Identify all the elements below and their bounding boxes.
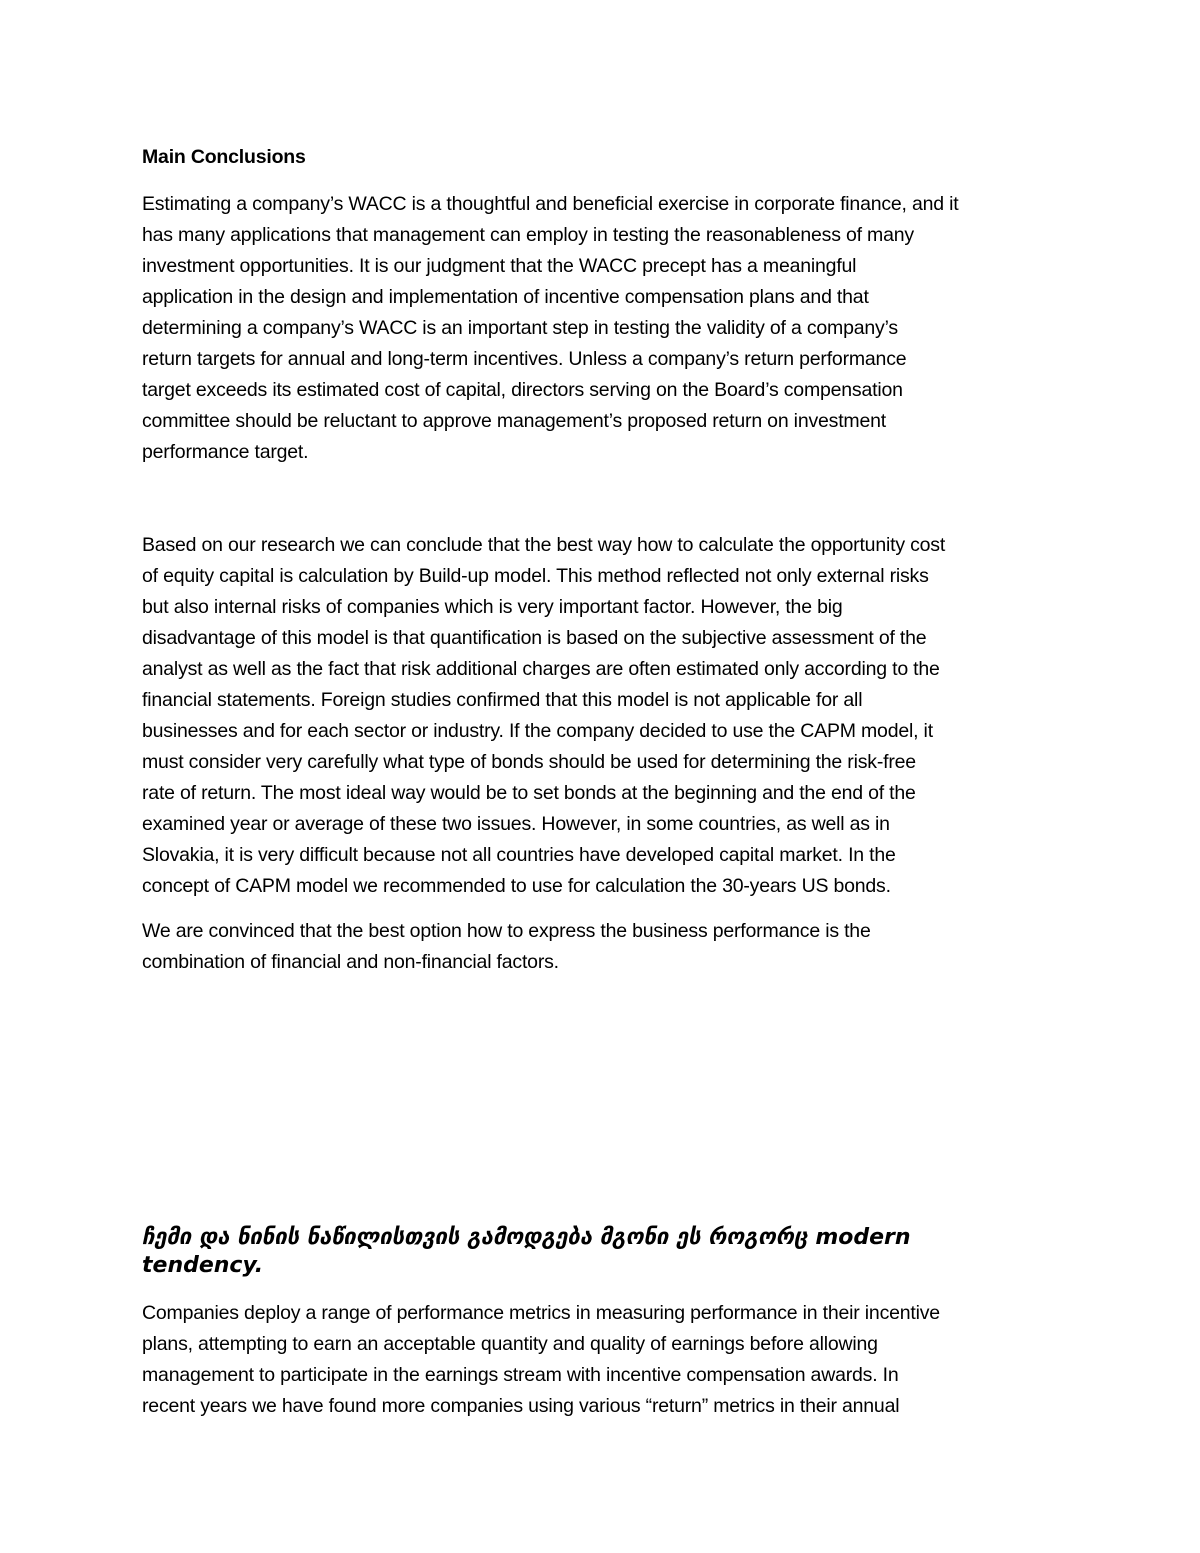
paragraph-build-up-model: Based on our research we can conclude that the best way how to calculate the opportunity cost of equity capital is calculation by Build-up model. This method reflected not only external risks but also internal risks of companies which is very important factor. However, the big disadvantage of this model is that quantification is based on the subjective assessment of the analyst as well as the fact that risk additional charges are often estimated only according to the financial statements. Foreign studies confirmed that this model is not applicable for all businesses and for each sector or industry. If the company decided to use the CAPM model, it must consider very carefully what type of bonds should be used for determining the risk-free rate of return. The most ideal way would be to set bonds at the beginning and the end of the examined year or average of these two issues. However, in some countries, as well as in Slovakia, it is very difficult because not all countries have developed capital market. In the concept of CAPM model we recommended to use for calculation the 30-years US bonds. bbox=[142, 534, 946, 897]
note-heading-georgian: ჩემი და ნინის ნაწილისთვის გამოდგება მგონი ეს როგორც modern tendency. bbox=[142, 1225, 911, 1278]
paragraph-business-performance: We are convinced that the best option how to express the business performance is the combination of financial and non-financial factors. bbox=[142, 920, 871, 973]
section-heading-main-conclusions: Main Conclusions bbox=[142, 146, 306, 168]
spacer bbox=[142, 902, 1072, 916]
spacer bbox=[142, 978, 1072, 1224]
paragraph-wacc: Estimating a company’s WACC is a thoughtful and beneficial exercise in corporate finance, and it has many applications that management can employ in testing the reasonableness of many investment opportunities. It is our judgment that the WACC precept has a meaningful application in the design and implementation of incentive compensation plans and that determining a company’s WACC is an important step in testing the validity of a company’s return targets for annual and long-term incentives. Unless a company’s return performance target exceeds its estimated cost of capital, directors serving on the Board’s compensation committee should be reluctant to approve management’s proposed return on investment performance target. bbox=[142, 193, 959, 463]
paragraph-performance-metrics: Companies deploy a range of performance metrics in measuring performance in their incentive plans, attempting to earn an acceptable quantity and quality of earnings before allowing management to participate in the earnings stream with incentive compensation awards. In recent years we have found more companies using various “return” metrics in their annual bbox=[142, 1302, 940, 1417]
spacer bbox=[142, 468, 1072, 530]
document-body bbox=[142, 142, 1072, 1422]
